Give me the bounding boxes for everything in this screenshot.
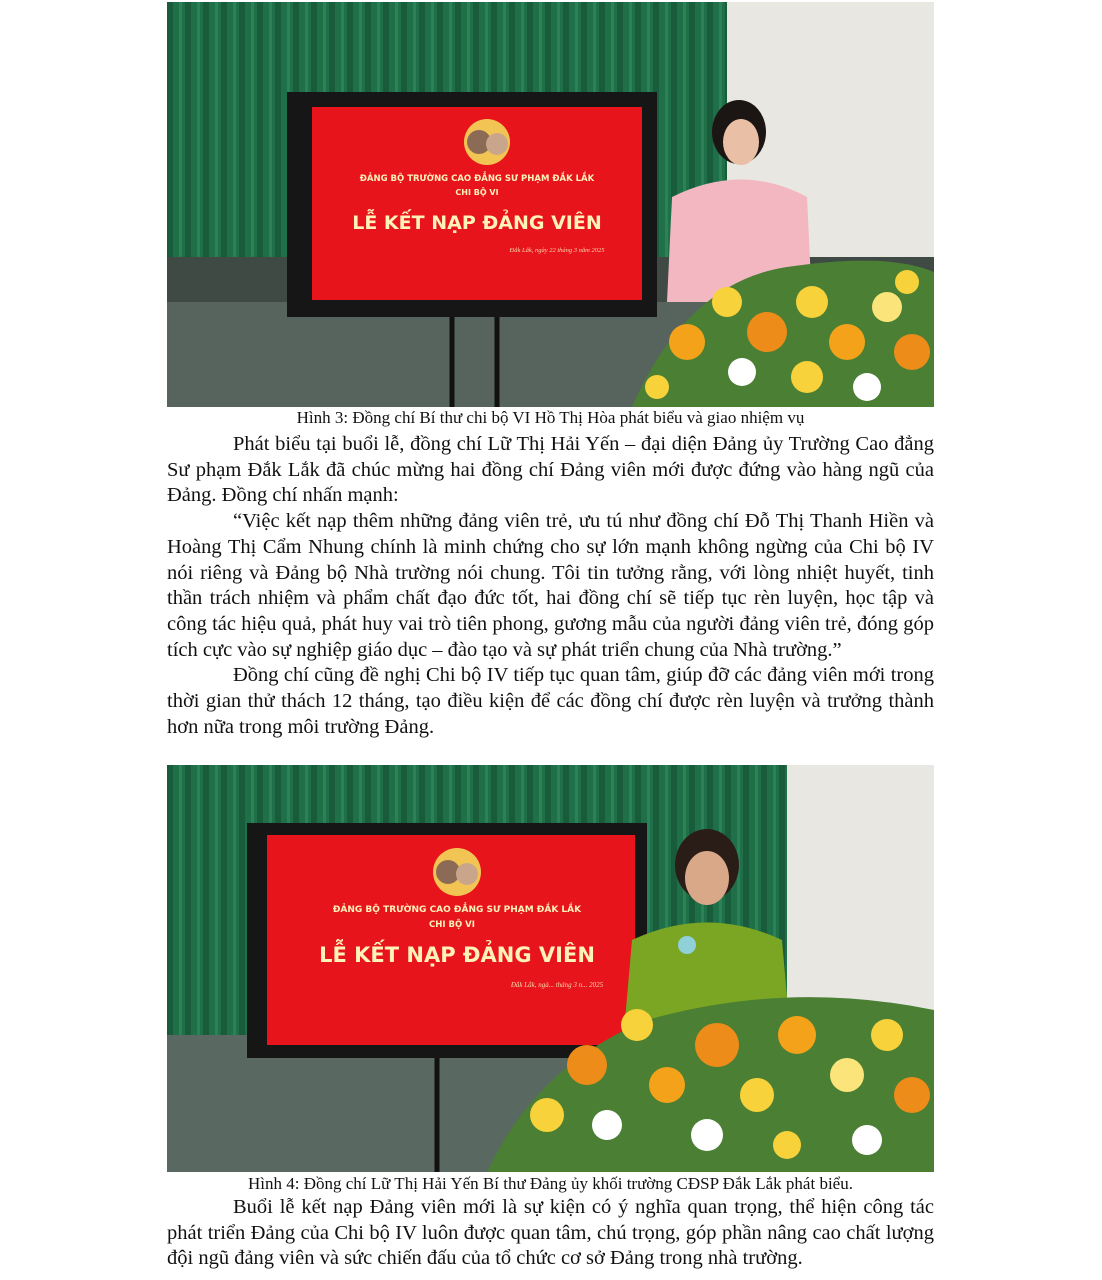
- photo-figure-3: [167, 2, 934, 407]
- paragraph: Phát biểu tại buổi lễ, đồng chí Lữ Thị Hải Yến – đại diện Đảng ủy Trường Cao đẳng Sư phạm Đắk Lắk đã chúc mừng hai đồng chí Đảng viên mới được đứng vào hàng ngũ của Đảng. Đồng chí nhấn mạnh:: [167, 433, 934, 507]
- speaker-face: [685, 851, 729, 905]
- slide-branch-line: CHI BỘ VI: [429, 920, 475, 930]
- slide-title: LỄ KẾT NẠP ĐẢNG VIÊN: [352, 212, 602, 234]
- body-text-block-2: [167, 1195, 934, 1272]
- slide-date-line: Đắk Lắk, ngà... tháng 3 n... 2025: [510, 981, 604, 989]
- caption-figure-3: Hình 3: Đồng chí Bí thư chi bộ VI Hồ Thị Hòa phát biểu và giao nhiệm vụ: [296, 408, 805, 427]
- paragraph: Buổi lễ kết nạp Đảng viên mới là sự kiện có ý nghĩa quan trọng, thể hiện công tác phát triển Đảng của Chi bộ IV luôn được quan tâm, chú trọng, góp phần nâng cao chất lượng đội ngũ đảng viên và sức chiến đấu của tổ chức cơ sở Đảng trong nhà trường.: [167, 1196, 934, 1270]
- caption-figure-4: Hình 4: Đồng chí Lữ Thị Hải Yến Bí thư Đảng ủy khối trường CĐSP Đắk Lắk phát biểu.: [248, 1174, 853, 1193]
- body-text-block-1: [167, 432, 934, 740]
- paragraph: Đồng chí cũng đề nghị Chi bộ IV tiếp tục quan tâm, giúp đỡ các đảng viên mới trong thời gian thử thách 12 tháng, tạo điều kiện để các đồng chí được rèn luyện và trưởng thành hơn nữa trong môi trường Đảng.: [167, 664, 934, 738]
- slide-title: LỄ KẾT NẠP ĐẢNG VIÊN: [319, 943, 595, 967]
- slide-date-line: Đắk Lắk, ngày 22 tháng 3 năm 2025: [509, 247, 605, 254]
- photo-figure-4-illustration: [167, 765, 934, 1172]
- quote-paragraph: “Việc kết nạp thêm những đảng viên trẻ, ưu tú như đồng chí Đỗ Thị Thanh Hiền và Hoàng Thị Cẩm Nhung chính là minh chứng cho sự lớn mạnh không ngừng của Chi bộ IV nói riêng và Đảng bộ Nhà trường nói chung. Tôi tin tưởng rằng, với lòng nhiệt huyết, tinh thần trách nhiệm và phẩm chất đạo đức tốt, hai đồng chí sẽ tiếp tục rèn luyện, học tập và công tác hiệu quả, phát huy vai trò tiên phong, gương mẫu của người đảng viên trẻ, đóng góp tích cực vào sự nghiệp giáo dục – đào tạo và sự phát triển chung của Nhà trường.”: [167, 510, 934, 661]
- slide-branch-line: CHI BỘ VI: [455, 188, 499, 197]
- dress-brooch: [678, 936, 696, 954]
- photo-figure-3-illustration: [167, 2, 934, 407]
- wall: [787, 765, 934, 1015]
- slide-org-line: ĐẢNG BỘ TRƯỜNG CAO ĐẲNG SƯ PHẠM ĐẮK LẮK: [359, 174, 595, 184]
- slide-org-line: ĐẢNG BỘ TRƯỜNG CAO ĐẲNG SƯ PHẠM ĐẮK LẮK: [332, 905, 582, 915]
- photo-figure-4: [167, 765, 934, 1172]
- speaker-face: [723, 119, 759, 165]
